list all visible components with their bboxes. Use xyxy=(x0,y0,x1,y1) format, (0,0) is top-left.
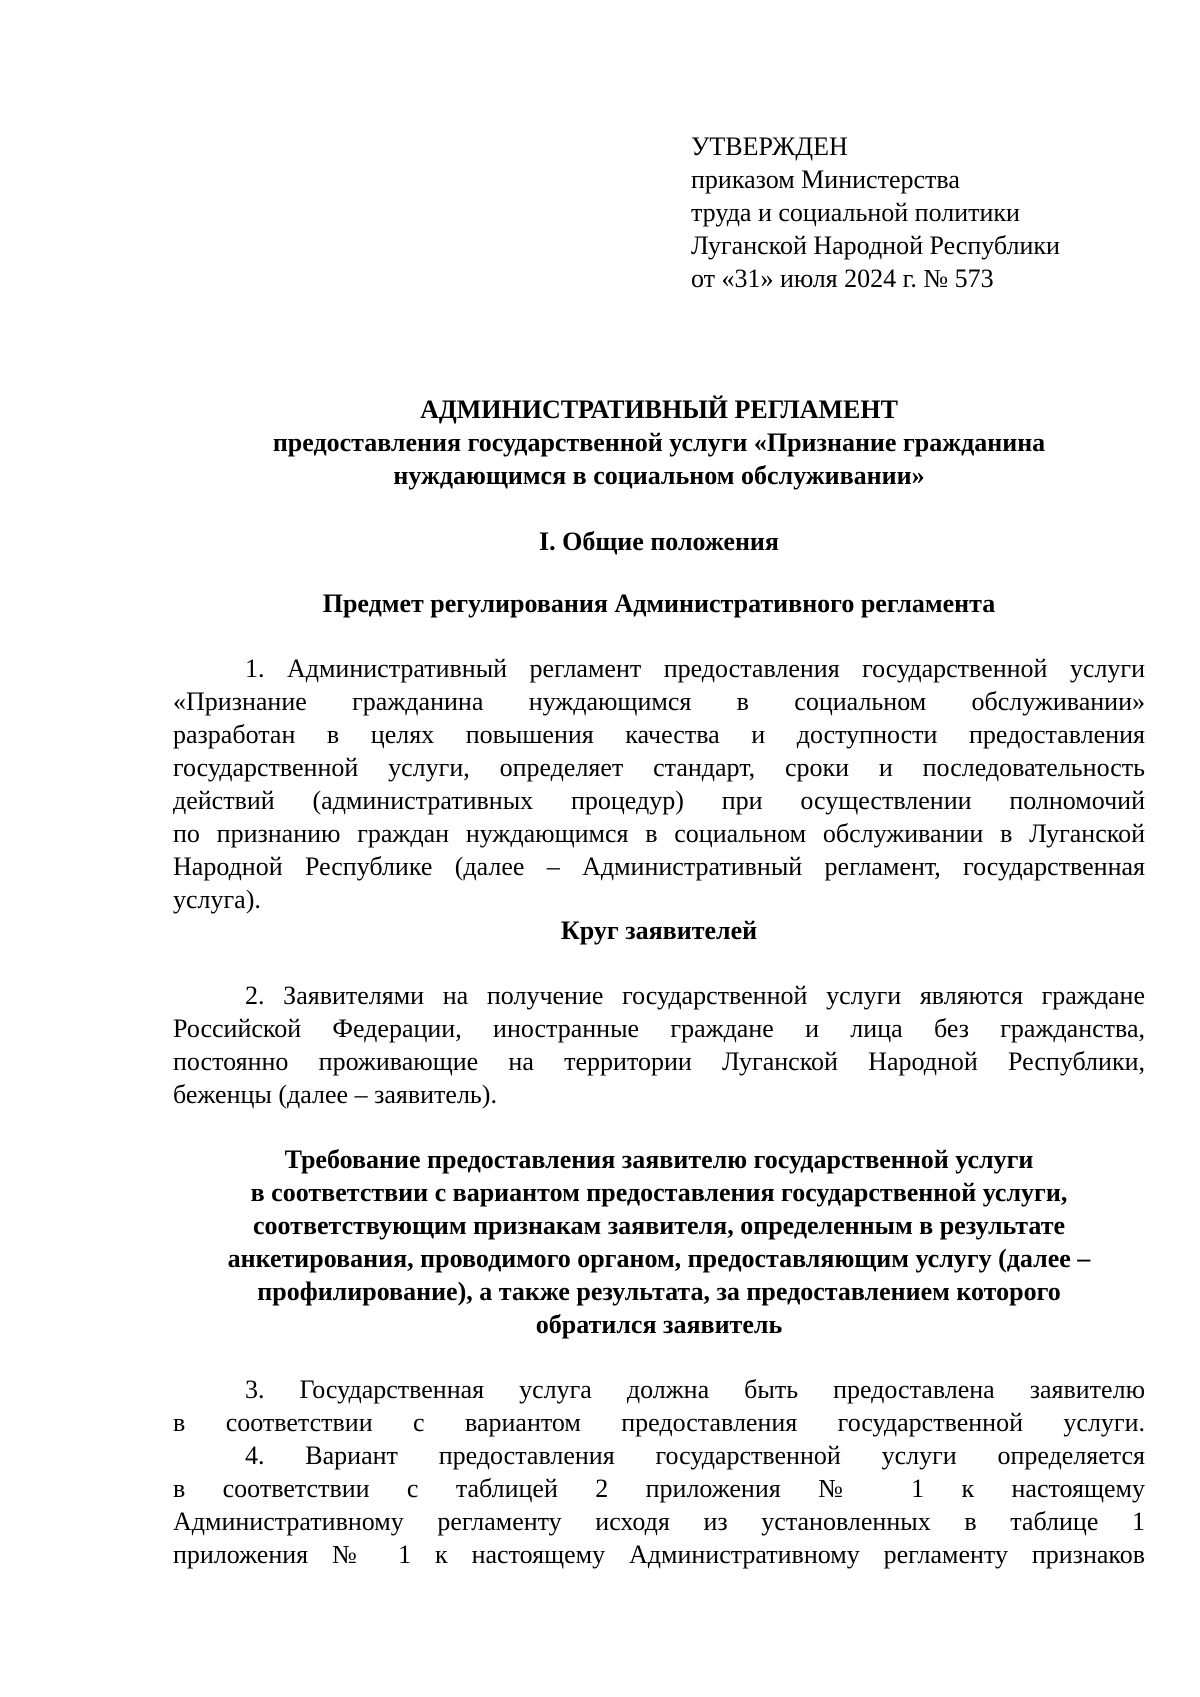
paragraph-line: действий (административных процедур) при осуществлении полномочий xyxy=(173,786,1145,815)
paragraph-4 xyxy=(173,1439,1145,1571)
heading-line: соответствующим признакам заявителя, определенным в результате xyxy=(252,1211,1066,1240)
paragraph-line: государственной услуги, определяет стандарт, сроки и последовательность xyxy=(173,753,1145,782)
heading-line: Требование предоставления заявителю государственной услуги xyxy=(284,1145,1034,1174)
paragraph-line: 4. Вариант предоставления государственной услуги определяется xyxy=(245,1441,1145,1470)
approval-line: приказом Министерства xyxy=(691,165,960,194)
paragraph-line: Народной Республике (далее – Административный регламент, государственная xyxy=(173,852,1145,881)
paragraph-line: «Признание гражданина нуждающимся в социальном обслуживании» xyxy=(173,687,1145,716)
subsection-heading-subject: Предмет регулирования Административного регламента xyxy=(322,589,996,618)
section-heading: I. Общие положения xyxy=(539,527,779,556)
paragraph-2 xyxy=(173,979,1145,1111)
paragraph-line: по признанию граждан нуждающимся в социальном обслуживании в Луганской xyxy=(173,819,1145,848)
paragraph-line: 1. Административный регламент предоставления государственной услуги xyxy=(245,654,1145,683)
approval-line: УТВЕРЖДЕН xyxy=(691,132,848,161)
title-line: нуждающимся в социальном обслуживании» xyxy=(393,461,925,490)
paragraph-line: Российской Федерации, иностранные граждане и лица без гражданства, xyxy=(173,1014,1145,1043)
subsection-heading-applicants: Круг заявителей xyxy=(560,916,758,945)
document-title xyxy=(173,393,1145,492)
paragraph-line: постоянно проживающие на территории Луганской Народной Республики, xyxy=(173,1047,1145,1076)
paragraph-line: в соответствии с таблицей 2 приложения № 1 к настоящему xyxy=(173,1474,1145,1503)
approval-stamp xyxy=(691,130,1060,295)
title-line: АДМИНИСТРАТИВНЫЙ РЕГЛАМЕНТ xyxy=(420,395,898,424)
approval-line: Луганской Народной Республики xyxy=(691,231,1060,260)
heading-line: в соответствии с вариантом предоставления государственной услуги, xyxy=(250,1178,1068,1207)
approval-line: труда и социальной политики xyxy=(691,198,1020,227)
paragraph-line: услуга). xyxy=(173,885,261,914)
paragraph-line: в соответствии с вариантом предоставления государственной услуги. xyxy=(173,1408,1145,1437)
paragraph-3 xyxy=(173,1373,1145,1439)
paragraph-line: 3. Государственная услуга должна быть предоставлена заявителю xyxy=(245,1375,1145,1404)
title-line: предоставления государственной услуги «Признание гражданина xyxy=(272,428,1046,457)
heading-line: профилирование), а также результата, за предоставлением которого xyxy=(257,1277,1061,1306)
paragraph-line: разработан в целях повышения качества и доступности предоставления xyxy=(173,720,1145,749)
paragraph-line: Административному регламенту исходя из установленных в таблице 1 xyxy=(173,1507,1145,1536)
paragraph-1 xyxy=(173,652,1145,916)
paragraph-line: приложения № 1 к настоящему Административному регламенту признаков xyxy=(173,1540,1145,1569)
subsection-heading-requirement xyxy=(173,1143,1145,1341)
heading-line: анкетирования, проводимого органом, предоставляющим услугу (далее – xyxy=(227,1244,1091,1273)
paragraph-line: беженцы (далее – заявитель). xyxy=(173,1080,497,1109)
paragraph-line: 2. Заявителями на получение государственной услуги являются граждане xyxy=(245,981,1145,1010)
approval-line: от «31» июля 2024 г. № 573 xyxy=(691,264,994,293)
heading-line: обратился заявитель xyxy=(535,1310,783,1339)
